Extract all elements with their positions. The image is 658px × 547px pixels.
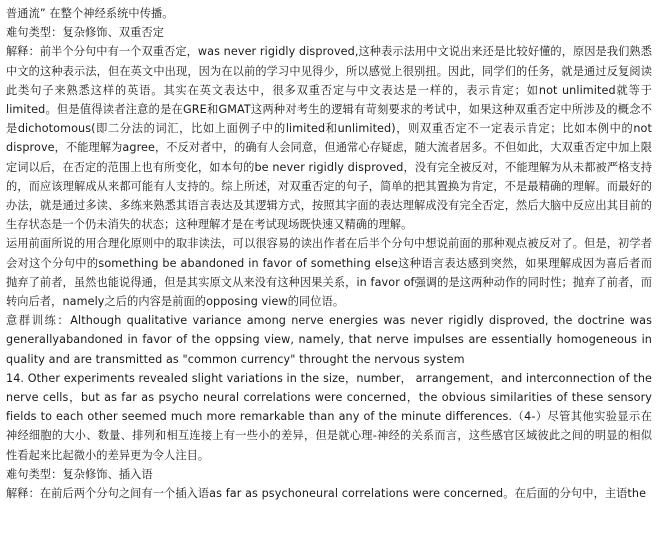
example-14-paragraph: 14. Other experiments revealed slight variations in the size，number， arrangement，and interconnection of the nerve cells，but as far as psycho neural correlations were concerned，the obvious similarities of these sensory fields to each other seemed much more remarkable than any of the minute differences.（4-）尽管其他实验显示在神经细胞的大小、数量、排列和相互连接上有一些小的差异，但是就心理-神经的关系而言，这些感官区域彼此之间的明显的相似性看起来比起微小的差异更为令人注目。 (6, 371, 652, 462)
explanation-paragraph: 解释：前半个分句中有一个双重否定，was never rigidly disproved,这种表示法用中文说出来还是比较好懂的，原因是我们熟悉中文的这种表示法，但在英文中出现，因为在以前的学习中见得少，所以感觉上很别扭。因此，同学们的任务，就是通过反复阅读此类句子来熟悉这样的英语。其实在英文表达中，很多双重否定与中文表达是一样的，表示肯定；如not unlimited就等于limited。但是值得读者注意的是在GRE和GMAT这两种对考生的逻辑有苛刻要求的考试中，如果这种双重否定中所涉及的概念不是dichotomous(即二分法的词汇，比如上面例子中的limited和unlimited)，则双重否定不一定表示肯定；比如本例中的not disprove，不能理解为agree，不反对者中，的确有人会同意，但通常心存疑虑，随大流者居多。不但如此，大双重否定中加上限定词以后，在否定的范围上也有所变化，如本句的be never rigidly disproved，没有完全被反对，不能理解为从未都被严格支持的，而应该理解成从来都可能有人支持的。综上所述，对双重否定的句子，简单的把其置换为肯定，不是最精确的理解。而最好的办法，就是通过多读、多练来熟悉其语言表达及其逻辑方式，按照其字面的表达理解成没有完全否定，然后大脑中反应出其目前的生存状态是一个仍未消失的状态；这种理解才是在考试现场既快速又精确的理解。 (6, 45, 652, 232)
meaning-group-training: 意群训练：Although qualitative variance among nerve energies was never rigidly disproved, the doctrine was generallyabandoned in favor of the oppsing view, namely, that nerve impulses are essentially homogeneous in quality and are transmitted as "common currency" throught the nervous system (6, 314, 652, 366)
reading-method-paragraph: 运用前面所说的用合理化原则中的取非读法，可以很容易的读出作者在后半个分句中想说前面的那种观点被反对了。但是，初学者会对这个分句中的something be abandoned in favor of something else这种语言表达感到突然，如果理解成因为喜后者而抛弃了前者，虽然也能说得通，但是其实原文从来没有这种因果关系，in favor of强调的是这两种动作的同时性；抛弃了前者，而转向后者，namely之后的内容是前面的opposing view的同位语。 (6, 237, 652, 309)
sentence-type-heading-2: 难句类型：复杂修饰、插入语 (6, 467, 153, 481)
sentence-type-heading: 难句类型：复杂修饰、双重否定 (6, 26, 165, 40)
text-line-intro: 普通流” 在整个神经系统中传播。 (6, 7, 174, 20)
explanation-paragraph-2: 解释：在前后两个分句之间有一个插入语as far as psychoneural correlations were concerned。在后面的分句中，主语the (6, 487, 647, 501)
